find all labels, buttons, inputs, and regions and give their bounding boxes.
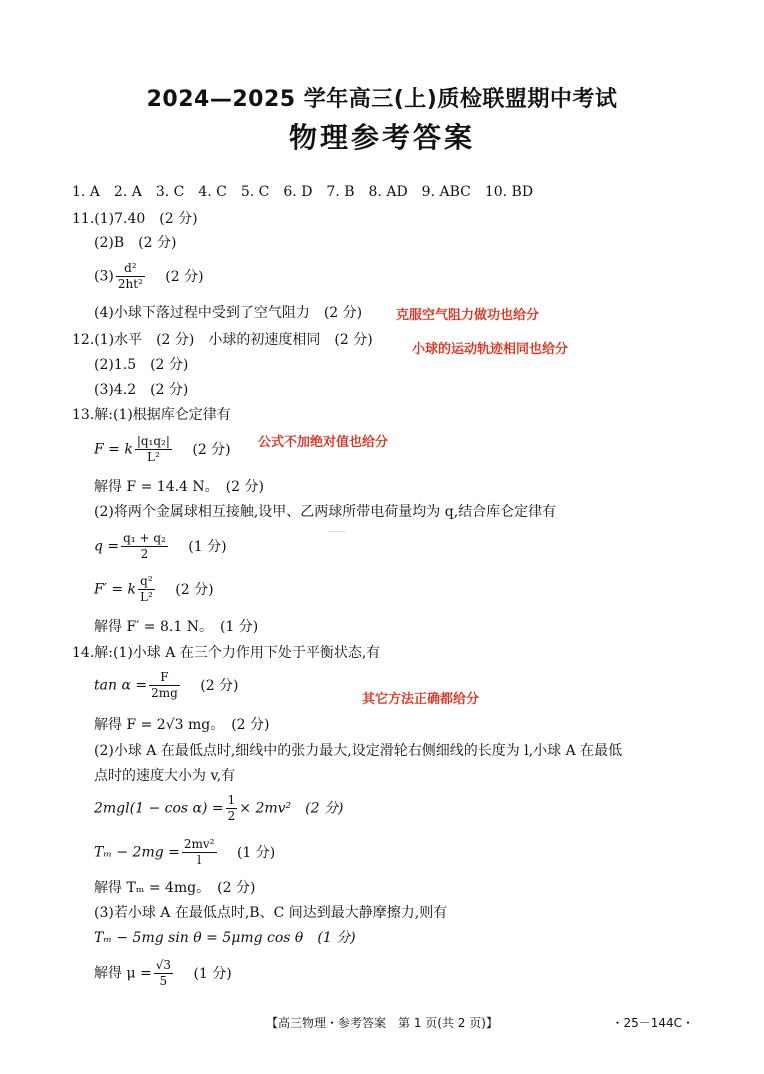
fraction-denominator: 2 — [227, 809, 236, 823]
q13-formula2 — [94, 531, 227, 562]
q14-solution2: 解得 Tₘ = 4mg。 (2 分) — [94, 880, 256, 896]
fraction-numerator: q² — [138, 574, 155, 590]
q13-formula1-fraction — [135, 434, 172, 465]
q13-part2: (2)将两个金属球相互接触,设甲、乙两球所带电荷量均为 q,结合库仑定律有 — [94, 504, 557, 520]
q14-part2-line2: 点时的速度大小为 v,有 — [94, 768, 236, 784]
fraction-denominator: 5 — [159, 974, 168, 988]
q11-part1: 11.(1)7.40 (2 分) — [72, 211, 198, 227]
q13-formula3 — [94, 574, 214, 605]
q12-part2: (2)1.5 (2 分) — [94, 357, 189, 373]
scan-mark — [328, 531, 346, 532]
formula-score: (1 分) — [236, 844, 276, 861]
choice-answers: 1. A 2. A 3. C 4. C 5. C 6. D 7. B 8. AD 9. ABC 10. BD — [72, 184, 534, 200]
q14-formula3 — [94, 837, 275, 868]
formula-text: Tₘ − 5mg sin θ = 5μmg cos θ (1 分) — [94, 930, 356, 946]
q11-part3 — [94, 261, 204, 292]
q13-formula1 — [94, 434, 231, 465]
q11-part3-fraction — [116, 261, 145, 292]
q14-solution1: 解得 F = 2√3 mg。 (2 分) — [94, 717, 270, 733]
fraction-numerator: q₁ + q₂ — [123, 531, 166, 545]
fraction-numerator: F — [149, 670, 180, 686]
formula-lhs: q = — [94, 538, 120, 555]
q14-formula1-fraction — [149, 670, 180, 701]
q14-formula1 — [94, 670, 239, 701]
q14-formula4 — [94, 929, 356, 947]
q14-formula5-fraction — [154, 958, 173, 989]
formula-lhs: Tₘ − 2mg = — [94, 844, 180, 861]
fraction-denominator: 2 — [140, 547, 149, 561]
q13-formula2-fraction — [121, 531, 168, 562]
q13-heading: 13.解:(1)根据库仑定律有 — [72, 407, 231, 423]
q14-formula2-fraction — [226, 793, 238, 824]
page-footer: 【高三物理・参考答案 第 1 页(共 2 页)】 — [266, 1016, 498, 1030]
grading-note-q14: 其它方法正确都给分 — [362, 692, 480, 707]
formula-score: (2 分) — [192, 441, 231, 458]
fraction-denominator: 2mg — [151, 686, 178, 700]
fraction-numerator: d² — [116, 261, 145, 277]
formula-lhs: F′ = k — [94, 581, 137, 598]
q12-part1: 12.(1)水平 (2 分) 小球的初速度相同 (2 分) — [72, 332, 373, 348]
formula-lhs: 2mgl(1 − cos α) = — [94, 800, 224, 817]
q11-part3-score: (2 分) — [165, 268, 204, 285]
formula-score: (1 分) — [188, 538, 227, 555]
paper-code: ・25－144C・ — [611, 1016, 694, 1030]
q12-part3: (3)4.2 (2 分) — [94, 382, 189, 398]
fraction-numerator: √3 — [155, 958, 172, 972]
formula-score: (2 分) — [200, 677, 239, 694]
q14-part3: (3)若小球 A 在最低点时,B、C 间达到最大静摩擦力,则有 — [94, 905, 448, 921]
q11-part3-label: (3) — [94, 268, 114, 285]
fraction-numerator: 2mv² — [183, 837, 215, 851]
q11-part2: (2)B (2 分) — [94, 235, 177, 251]
fraction-numerator: |q₁q₂| — [136, 434, 170, 448]
q14-part2-line1: (2)小球 A 在最低点时,细线中的张力最大,设定滑轮右侧细线的长度为 l,小球 A 在最低 — [94, 743, 623, 759]
grading-note-q12: 小球的运动轨迹相同也给分 — [412, 342, 569, 357]
formula-score: (1 分) — [193, 965, 232, 982]
fraction-denominator: 2ht² — [117, 277, 143, 291]
q13-solution1: 解得 F = 14.4 N。 (2 分) — [94, 479, 264, 495]
formula-lhs: 解得 μ = — [94, 965, 152, 982]
fraction-numerator: 1 — [227, 793, 236, 807]
q14-formula2 — [94, 793, 343, 824]
fraction-denominator: l — [197, 853, 202, 867]
formula-lhs: tan α = — [94, 677, 148, 694]
formula-score: (2 分) — [175, 581, 214, 598]
page-subtitle: 物理参考答案 — [288, 121, 475, 154]
fraction-denominator: L² — [140, 590, 153, 604]
q13-formula3-fraction — [138, 574, 155, 605]
grading-note-q11: 克服空气阻力做功也给分 — [396, 308, 540, 323]
q14-formula5 — [94, 958, 232, 989]
q11-part4: (4)小球下落过程中受到了空气阻力 (2 分) — [94, 305, 363, 321]
grading-note-q13: 公式不加绝对值也给分 — [258, 435, 389, 450]
formula-lhs: F = k — [94, 441, 133, 458]
q14-heading: 14.解:(1)小球 A 在三个力作用下处于平衡状态,有 — [72, 645, 381, 661]
q14-formula3-fraction — [182, 837, 217, 868]
fraction-denominator: L² — [146, 450, 160, 464]
page-title: 2024—2025 学年高三(上)质检联盟期中考试 — [146, 87, 618, 112]
formula-rhs: × 2mv² (2 分) — [239, 800, 344, 817]
q13-solution2: 解得 F′ = 8.1 N。 (1 分) — [94, 619, 259, 635]
